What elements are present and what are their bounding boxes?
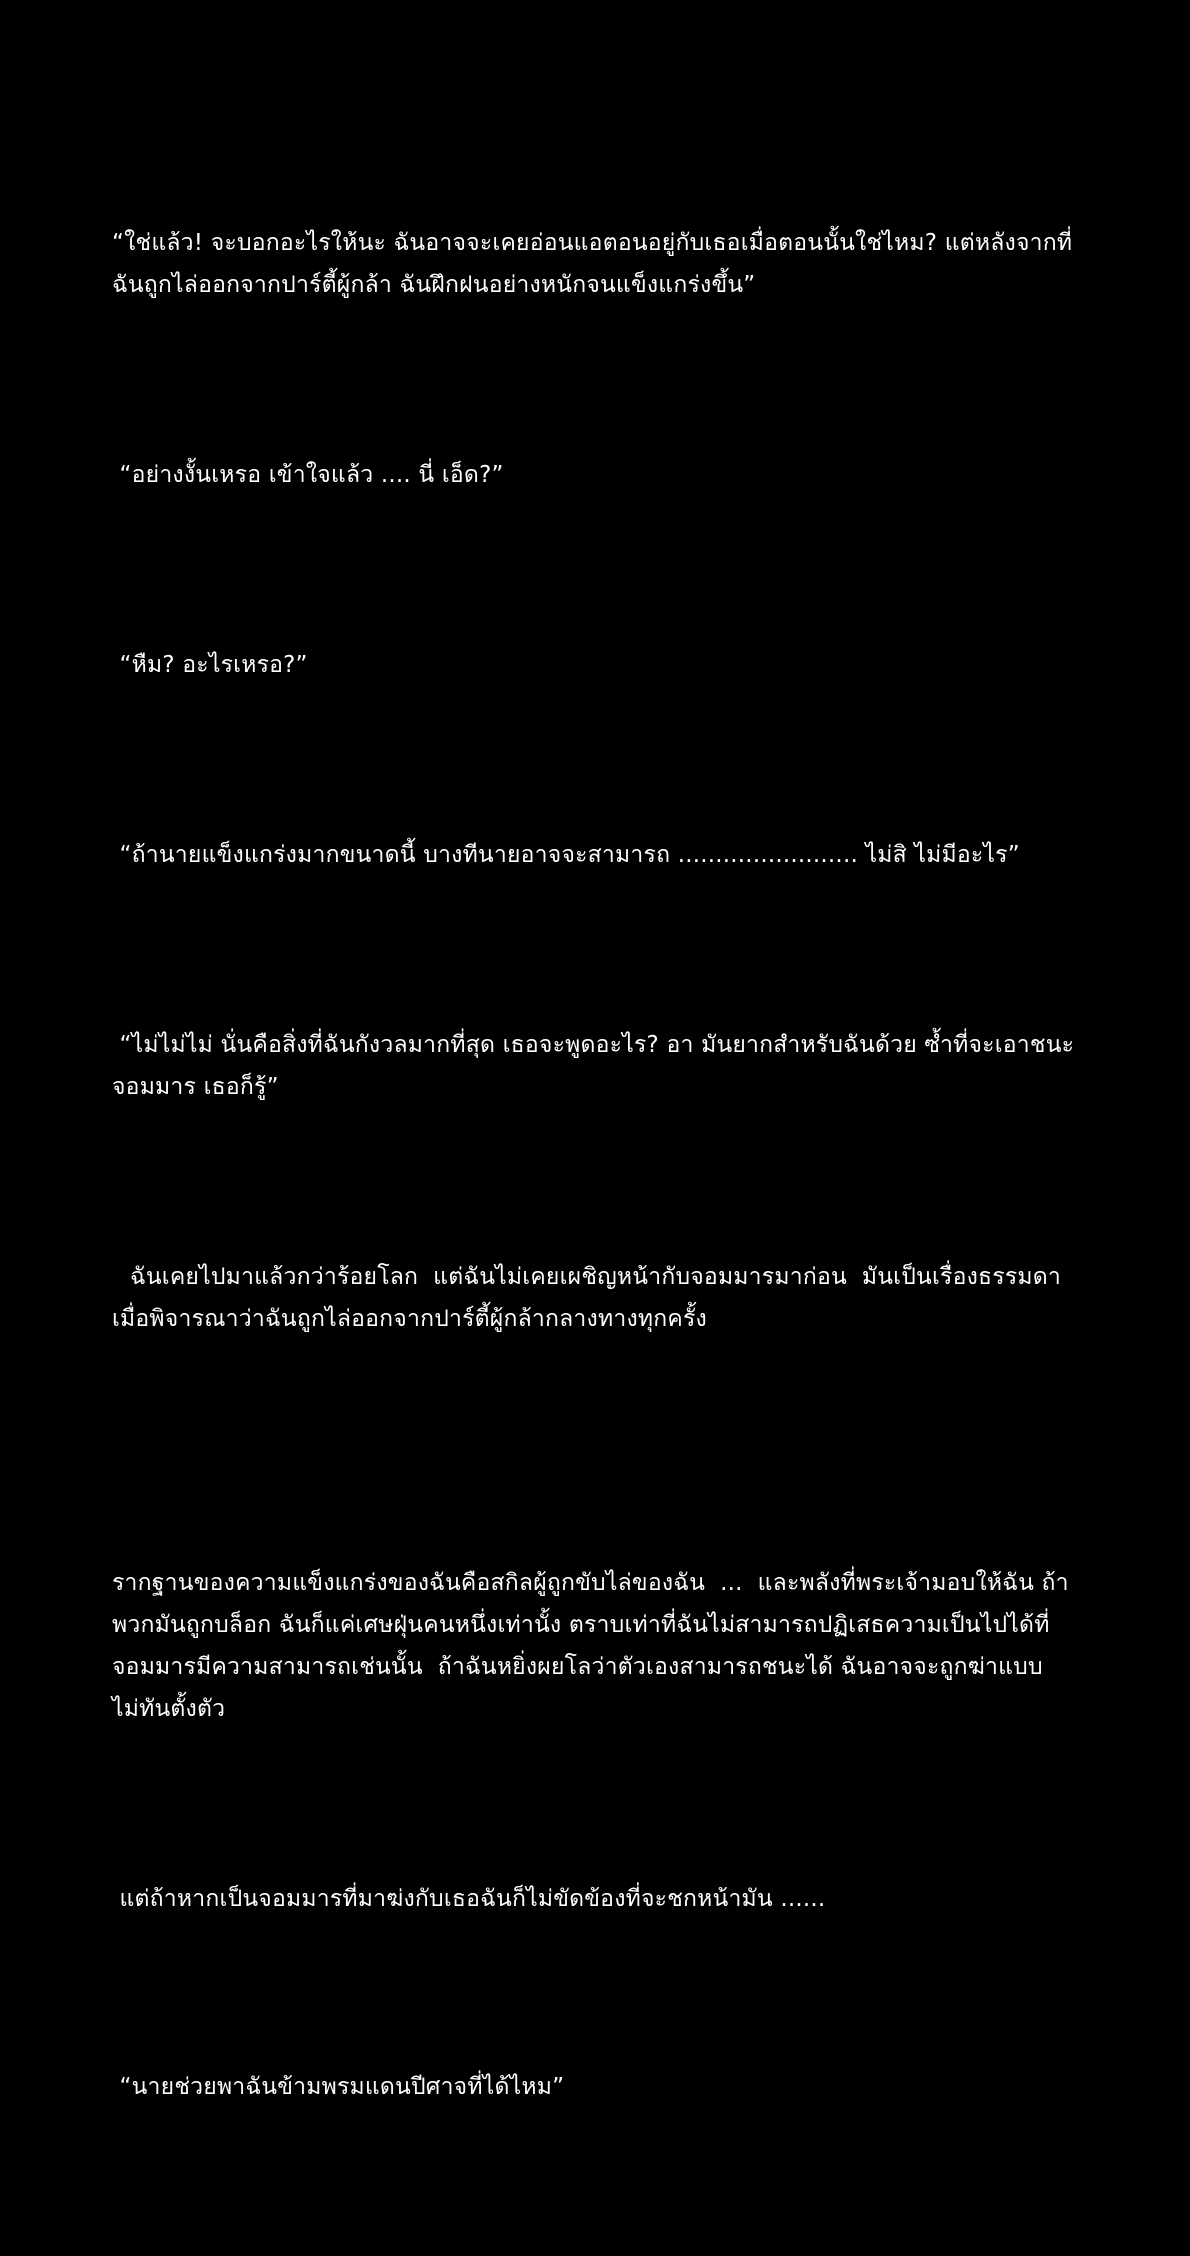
paragraph-5: “ไม่ไม่ไม่ นั่นคือสิ่งที่ฉันกังวลมากที่สุด เธอจะพูดอะไร? อา มันยากสำหรับฉันด้วย ซ้ำที่จะเอาชนะจอมมาร เธอก็รู้” bbox=[112, 1032, 1075, 1100]
paragraph-6: ฉันเคยไปมาแล้วกว่าร้อยโลก แต่ฉันไม่เคยเผชิญหน้ากับจอมมารมาก่อน มันเป็นเรื่องธรรมดาเมื่อพิจารณาว่าฉันถูกไล่ออกจากปาร์ตี้ผู้กล้ากลางทางทุกครั้ง bbox=[112, 1264, 1061, 1332]
paragraph-8: แต่ถ้าหากเป็นจอมมารที่มาฆ่งกับเธอฉันก็ไม่ขัดข้องที่จะชกหน้ามัน ...... bbox=[112, 1886, 826, 1912]
paragraph-1: “ใช่แล้ว! จะบอกอะไรให้นะ ฉันอาจจะเคยอ่อนแอตอนอยู่กับเธอเมื่อตอนนั้นใช่ไหม? แต่หลังจากที่ฉันถูกไล่ออกจากปาร์ตี้ผู้กล้า ฉันฝึกฝนอย่างหนักจนแข็งแกร่งขึ้น” bbox=[112, 230, 1073, 298]
paragraph-3: “หืม? อะไรเหรอ?” bbox=[112, 652, 308, 678]
paragraph-2: “อย่างงั้นเหรอ เข้าใจแล้ว .... นี่ เอ็ด?” bbox=[112, 462, 504, 488]
document-body bbox=[112, 96, 1078, 2256]
paragraph-9: “นายช่วยพาฉันข้ามพรมแดนปีศาจที่ได้ไหม” bbox=[112, 2074, 565, 2100]
paragraph-4: “ถ้านายแข็งแกร่งมากขนาดนี้ บางทีนายอาจจะสามารถ ........................ ไม่สิ ไม่มีอะไร” bbox=[112, 842, 1020, 868]
paragraph-7: รากฐานของความแข็งแกร่งของฉันคือสกิลผู้ถูกขับไล่ของฉัน ... และพลังที่พระเจ้ามอบให้ฉัน ถ้าพวกมันถูกบล็อก ฉันก็แค่เศษฝุ่นคนหนึ่งเท่านั้ง ตราบเท่าที่ฉันไม่สามารถปฏิเสธความเป็นไปได้ที่จอมมารมีความสามารถเช่นนั้น ถ้าฉันหยิ่งผยโลว่าตัวเองสามารถชนะได้ ฉันอาจจะถูกฆ่าแบบไม่ทันตั้งตัว bbox=[112, 1570, 1069, 1722]
